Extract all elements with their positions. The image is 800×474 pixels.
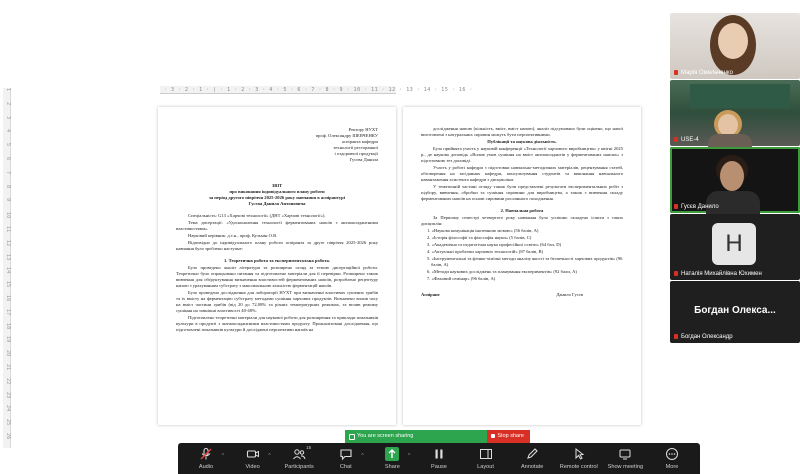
- body-paragraph: дослідження напою (кількість, вміст, вміст напою), аналіз підсумовано були оцінено, що напої виготовлені з натуральних сировин можуть бути перспективними.: [421, 126, 623, 137]
- exam-list-item: 1. «Наукова комунікація іноземною мовою» (56 балів, А): [427, 228, 539, 233]
- ruler-mark: 5: [5, 143, 11, 147]
- report-subtitle: про виконання індивідуального плану роботи: [229, 189, 325, 194]
- chevron-up-icon[interactable]: ^: [361, 453, 364, 459]
- more-label: More: [665, 464, 679, 470]
- report-title: ЗВІТ: [271, 183, 283, 188]
- layout-icon: [479, 447, 493, 461]
- share-label: Share: [384, 464, 400, 470]
- chat-icon: [339, 447, 353, 461]
- ruler-mark: 12: [5, 239, 11, 247]
- ruler-mark: 16: [5, 295, 11, 302]
- remote-control-icon: [572, 447, 586, 461]
- body-paragraph: Була прийнята участь у науковій конференції «Технології харчового виробництва» у квітні 2025 р., де наукова доповідь «Вплив умов сушіння на вміст антиоксидантів у ферментованих напоях» з підготовкою тез доповіді.: [421, 146, 623, 163]
- ruler-mark: 17: [5, 308, 11, 316]
- ruler-mark: 4: [5, 129, 11, 133]
- ruler-mark: 3: [5, 115, 11, 119]
- horizontal-ruler: · 3 · 2 · 1 · | · 1 · 2 · 3 · 4 · 5 · 6 · 7 · 8 · 9 · 10 · 11 · 12 · 13 · 14 · 15 · 16 ·: [160, 86, 396, 94]
- exam-list-item: 5. «Інструментальні та фізико-хімічні методи аналізу якості та безпечності харчових продуктів» (96 балів, А): [427, 256, 623, 267]
- video-tile-participant-2[interactable]: [670, 80, 800, 146]
- ruler-mark: 13: [5, 253, 11, 260]
- pause-share-button[interactable]: [417, 443, 461, 474]
- ruler-mark: 14: [5, 267, 11, 274]
- meeting-controls-toolbar: [178, 443, 700, 474]
- addressee-line: проф. Олександру ШЕВЧЕНКУ: [315, 133, 378, 138]
- layout-label: Layout: [477, 464, 494, 470]
- chat-label: Chat: [339, 464, 352, 470]
- participant-name: Марія Омельченко: [674, 70, 733, 76]
- ruler-mark: 11: [5, 226, 11, 233]
- video-tile-participant-4[interactable]: [670, 214, 800, 280]
- video-label: Video: [245, 464, 260, 470]
- participant-name: Наталія Михайлівна Юхимен: [674, 271, 762, 277]
- body-paragraph: Участь у роботі кафедри з підготовки навчально-методичних матеріалів, рецензування статей, обговорення на засіданнях кафедри, консультування студентів та виконання навчального навантаження асистента кафедри з дисципліни.: [421, 165, 623, 182]
- ruler-mark: 22: [5, 377, 11, 385]
- stop-share-button[interactable]: Stop share: [487, 430, 530, 443]
- annotate-label: Annotate: [520, 464, 544, 470]
- participants-button[interactable]: [277, 443, 321, 474]
- participant-name: USE-4: [674, 137, 699, 143]
- ruler-mark: 1: [5, 88, 11, 92]
- participant-body: [708, 134, 752, 148]
- chevron-up-icon[interactable]: ^: [221, 453, 224, 459]
- ruler-mark: 19: [5, 336, 11, 343]
- signature-name: Данило Гусєв: [556, 292, 583, 297]
- chalkboard: [690, 84, 790, 108]
- addressee-line: Ректору НУХТ: [348, 127, 378, 132]
- body-paragraph: Було проведено аналіз літератури та розширено огляд за темою дисертаційної роботи. Теоретично було опрацьовано питання та підготовлено матеріали для її перевірки. Розширено також вивчення для обґрунтування визначення властивостей ферментованих напоїв, розроблено рецептуру напою з урахуванням субстрату з максимальною кількістю ферментацій напоїв.: [176, 265, 378, 288]
- ruler-mark: 15: [5, 281, 11, 288]
- ruler-mark: 21: [5, 364, 11, 371]
- annotate-button[interactable]: [510, 443, 554, 474]
- pause-label: Pause: [431, 464, 447, 470]
- addressee-line: аспіранта кафедри: [341, 139, 378, 144]
- show-meeting-icon: [618, 447, 632, 461]
- addressee-line: технології ресторанної: [333, 145, 378, 150]
- audio-button[interactable]: [184, 443, 228, 474]
- sharing-status-label: You are screen sharing: [345, 430, 487, 443]
- ruler-mark: 8: [5, 184, 11, 188]
- exam-list-item: 7. «Фаховий семінар» (96 балів, А): [427, 276, 496, 281]
- ruler-mark: 18: [5, 322, 11, 329]
- show-meeting-label: Show meeting: [607, 464, 644, 470]
- signature-line: [421, 292, 623, 298]
- ruler-mark: 26: [5, 433, 11, 440]
- exam-list-item: 4. «Актуальні проблеми харчових технологій» (87 балів, В): [427, 249, 544, 254]
- section-1-heading: 1. Теоретична робота та експериментальна робота.: [224, 258, 330, 263]
- share-button[interactable]: [370, 443, 414, 474]
- ruler-mark: 6: [5, 157, 11, 161]
- participant-face: [720, 161, 744, 191]
- participants-icon: [292, 447, 306, 461]
- participant-name: Гусєв Данило: [674, 204, 719, 210]
- exam-list-item: 3. «Академічна та педагогічна наука професійної освіти» (64 бал, D): [427, 242, 562, 247]
- participant-face: [718, 23, 748, 59]
- ruler-mark: 20: [5, 350, 11, 357]
- pause-icon: [432, 447, 446, 461]
- ruler-mark: 23: [5, 391, 11, 398]
- participants-video-panel: [665, 0, 800, 474]
- participants-label: Participants: [284, 464, 314, 470]
- mic-muted-icon: [199, 447, 213, 461]
- intro-paragraph: Відповідно до індивідуального плану роботи аспіранта за друге півріччя 2025-2026 року навчання було зроблено наступне:: [176, 240, 378, 251]
- exam-list-item: 2. «Історія філософії та філософія науки» (5 балів, С): [427, 235, 532, 240]
- layout-button[interactable]: [464, 443, 508, 474]
- participant-name: Богдан Олександр: [674, 334, 733, 340]
- study-intro: За Першому семестрі четвертого року навчання було успішно складено іспити з таких дисциплін:: [421, 215, 623, 226]
- video-tile-participant-5[interactable]: [670, 281, 800, 343]
- body-paragraph: Підготовлено теоретичні матеріали для наукової роботи для розширення та приклади показників культури в продукті з антиоксидантними властивостями продукту. Проаналізовані дослідження, що підготовлені показників культури й досліджені перспективи напоїв на: [176, 315, 378, 332]
- report-author: Гусєва Данила Антоновича: [248, 201, 306, 206]
- document-page-1: [158, 107, 396, 425]
- section-2-heading: 2. Навчальна робота: [500, 208, 544, 213]
- video-tile-participant-1[interactable]: [670, 13, 800, 79]
- ruler-mark: 25: [5, 419, 11, 426]
- publications-heading: Публікації та наукова діяльність.: [487, 139, 557, 144]
- body-paragraph: У тематичній частині огляду також були представлені результати експериментальних робіт з підбору, вивчення, обробки та сушіння сировини для виробництва, а також з вивчення складу ферментованих напоїв на основі сировини рослинного походження.: [421, 184, 623, 201]
- body-paragraph: Було проведено дослідження для лабораторії НУХТ при визначенні властивих сушених грибів та їх вмісту на ферментацію субстрату методами сушіння харчових продуктів. Визначено вплив часу на вміст частини грибів (від 20 до 72,08% та різних температурних режимах, та вплив режиму сушіння на зовнішні властивості 40-48%.: [176, 290, 378, 313]
- share-screen-icon: [385, 447, 399, 461]
- addressee-line: Гусєва Данила: [349, 157, 378, 162]
- participants-count-badge: 15: [306, 445, 312, 450]
- ruler-mark: 7: [5, 170, 11, 174]
- chevron-up-icon[interactable]: ^: [268, 453, 271, 459]
- screen-sharing-indicator: [345, 430, 530, 443]
- video-button[interactable]: [231, 443, 275, 474]
- chevron-up-icon[interactable]: ^: [408, 453, 411, 459]
- participant-avatar: H: [712, 223, 756, 265]
- vertical-ruler: [3, 88, 11, 448]
- ruler-mark: 9: [5, 198, 11, 202]
- ruler-mark: 10: [5, 212, 11, 219]
- specialty-line: Спеціальність: G13 «Харчові технології» (ДНТ «Харчові технології»).: [188, 213, 326, 218]
- participant-body: [706, 191, 760, 215]
- topic-line: Тема дисертації: «Удосконалення технології ферментованих напоїв з антиоксидантними властивостями».: [176, 220, 378, 231]
- addressee-line: і оздоровчої продукції: [334, 151, 378, 156]
- remote-control-button[interactable]: [557, 443, 601, 474]
- signature-role: Аспірант: [421, 292, 440, 297]
- supervisor-line: Науковий керівник: д.т.н., проф. Кузьмін О.В.: [188, 233, 278, 238]
- more-button[interactable]: [650, 443, 694, 474]
- video-tile-participant-3-active-speaker[interactable]: [670, 147, 800, 213]
- show-meeting-button[interactable]: [603, 443, 647, 474]
- participant-face: [718, 114, 738, 136]
- remote-control-label: Remote control: [559, 464, 598, 470]
- more-icon: [665, 447, 679, 461]
- ruler-mark: 24: [5, 405, 11, 412]
- exam-list-item: 6. «Методи наукових досліджень та планування експериментів» (92 бали, А): [427, 269, 577, 274]
- audio-label: Audio: [198, 464, 214, 470]
- participant-display-name: Богдан Олекса...: [694, 305, 776, 316]
- report-period: за період другого півріччя 2025-2026 року навчання в аспірантурі: [208, 195, 345, 200]
- annotate-icon: [525, 447, 539, 461]
- chat-button[interactable]: [324, 443, 368, 474]
- video-camera-icon: [246, 447, 260, 461]
- document-page-2: [403, 107, 641, 425]
- ruler-mark: 2: [5, 101, 11, 105]
